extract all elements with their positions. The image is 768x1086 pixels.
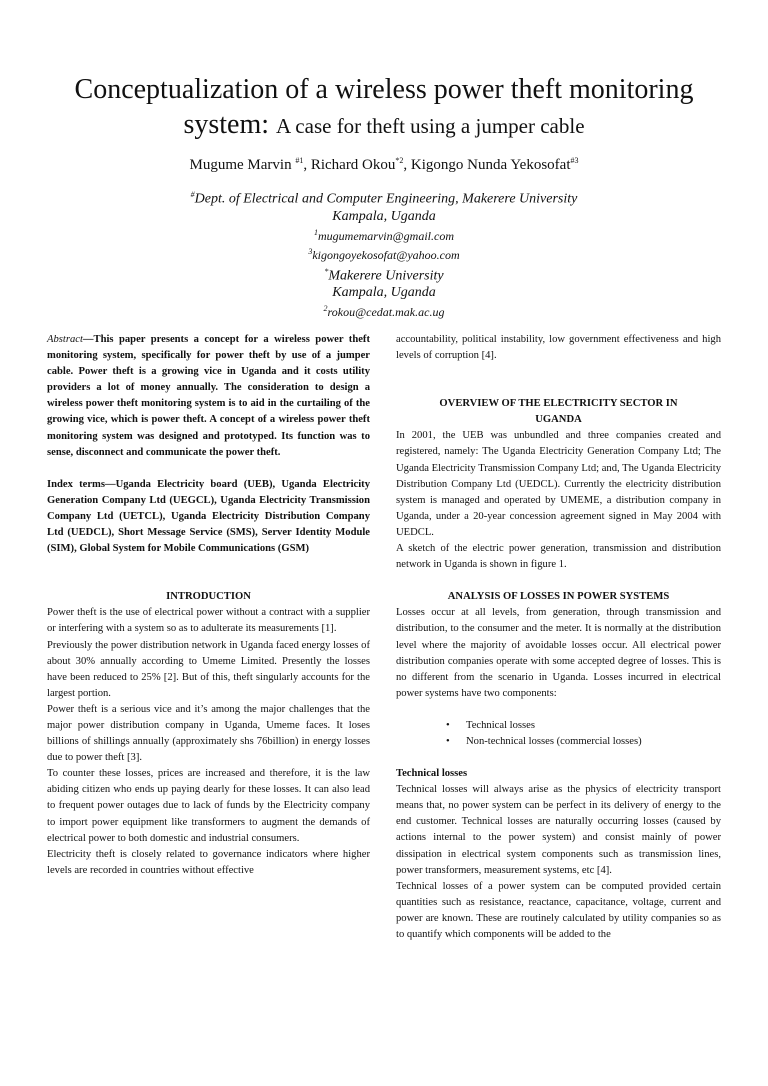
- paragraph: Losses occur at all levels, from generation, through transmission and distribution, to the consumer and the meter. It is normally at the distribution level where the majority of avoidable losses occur. All electrical power distribution companies operate with some accepted degree of losses. This is no different from the scenario in Uganda. Losses incurred in electrical power systems have two components:: [396, 607, 721, 699]
- email-line: $^3$kigongoyekosofat@yahoo.com: [308, 246, 460, 262]
- right-column: [396, 332, 721, 943]
- abstract: Abstract—This paper presents a concept for a wireless power theft monitoring system, specifically for power theft by use of a jumper cable. Power theft is a growing vice in Uganda and it costs utility providers a lot of money annually. The consideration to design a wireless power theft monitoring system is to aid in the curtailing of the growing vice, which is power theft. A concept of a wireless power theft monitoring system was designed and prototyped. Its function was to sense, disconnect and communicate the power theft.: [47, 334, 370, 458]
- paragraph: Technical losses will always arise as the physics of electricity transport means that, no power system can be perfect in its delivery of energy to the end customer. Technical losses are naturally occurring losses (caused by actions internal to the power system) and consist mainly of power dissipation in electrical system components such as transmission lines, power transformers, measurement systems, etc [4].: [396, 784, 721, 876]
- paragraph: A sketch of the electric power generation, transmission and distribution network in Uganda is shown in figure 1.: [396, 543, 721, 571]
- author-mark: #1: [295, 156, 304, 165]
- left-column: [47, 332, 370, 879]
- paragraph: Previously the power distribution network in Uganda faced energy losses of about 30% annually according to Umeme Limited. Presently the losses have been reduced to 25% [2]. But of this, theft singularly accounts for the largest portion.: [47, 639, 370, 699]
- list-item: • Non-technical losses (commercial losses): [396, 734, 721, 750]
- loss-types-list: [396, 718, 721, 750]
- subsection-heading-technical-losses: Technical losses: [396, 768, 468, 780]
- author-name: Mugume Marvin: [189, 157, 292, 173]
- paragraph: Power theft is the use of electrical power without a contract with a supplier or interfering with a system so as to adulterate its measurements [1].: [47, 607, 370, 635]
- title-subtitle: A case for theft using a jumper cable: [276, 114, 585, 138]
- abstract-label: Abstract: [47, 334, 83, 345]
- affiliation-city: Kampala, Uganda: [332, 208, 436, 224]
- paper-title: [40, 72, 728, 144]
- author-name: Richard Okou: [310, 157, 396, 173]
- paragraph: To counter these losses, prices are increased and therefore, it is the law abiding citizen who ends up paying dearly for these losses. It can also lead to frequent power outages due to lack of funds by the Electricity company to import power equipment like transformers to augment the demands of electrical power to both domestic and industrial consumers.: [47, 768, 370, 844]
- affiliation-city: Kampala, Uganda: [332, 285, 436, 301]
- email-line: $^2$rokou@cedat.mak.ac.ug: [323, 304, 445, 320]
- email-line: $^1$mugumemarvin@gmail.com: [313, 227, 455, 243]
- author-list: Mugume Marvin $^{\#1}$, Richard Okou$^{*2}$, Kigongo Nunda Yekosofat$^{\#3}$: [189, 156, 579, 173]
- section-heading-losses: ANALYSIS OF LOSSES IN POWER SYSTEMS: [447, 591, 670, 603]
- affiliations: [40, 186, 728, 320]
- paragraph: accountability, political instability, low government effectiveness and high levels of corruption [4].: [396, 334, 721, 362]
- affiliation-dept: #Dept. of Electrical and Computer Engineering, Makerere University: [190, 190, 578, 207]
- title-main: Conceptualization of a wireless power theft monitoring system:: [74, 74, 694, 140]
- affiliation-university: *Makerere University: [324, 266, 444, 284]
- section-heading-introduction: INTRODUCTION: [166, 591, 251, 603]
- author-mark: #3: [570, 156, 579, 165]
- section-heading-overview: OVERVIEW OF THE ELECTRICITY SECTOR IN UGANDA: [439, 398, 678, 426]
- abstract-text: This paper presents a concept for a wireless power theft monitoring system, specifically for power theft by use of a jumper cable. Power theft is a growing vice in Uganda and it costs utility providers a lot of money annually. The consideration to design a wireless power theft monitoring system is to aid in the curtailing of the growing vice, which is power theft. A concept of a wireless power theft monitoring system was designed and prototyped. Its function was to sense, disconnect and communicate the power theft.: [47, 334, 370, 458]
- paragraph: In 2001, the UEB was unbundled and three companies created and registered, namely: The Uganda Electricity Generation Company Ltd; The Uganda Electricity Transmission Company Ltd; and, The Uganda Electricity Distribution Company Ltd (UEDCL). Currently the electricity distribution system is managed and operated by UMEME, a distribution company in Uganda, under a 20-year concession agreement signed in May 2004 with UEDCL.: [396, 430, 721, 538]
- list-item: • Technical losses: [396, 718, 721, 734]
- paragraph: Power theft is a serious vice and it’s among the major challenges that the major power distribution company in Uganda, Umeme faces. It loses billions of shillings annually (approximately shs 76billion) in energy losses due to power theft [3].: [47, 703, 370, 764]
- index-terms: Index terms—Uganda Electricity board (UEB), Uganda Electricity Generation Company Ltd (UEGCL), Uganda Electricity Transmission Company Ltd (UETCL), Uganda Electricity Distribution Company Ltd (UEDCL), Short Message Service (SMS), Server Identity Module (SIM), Global System for Mobile Communications (GSM): [47, 478, 370, 555]
- paragraph: Electricity theft is closely related to governance indicators where higher levels are recorded in countries without effective: [47, 848, 370, 876]
- paragraph: Technical losses of a power system can be computed provided certain quantities such as resistance, reactance, capacitance, voltage, current and power are known. These are routinely calculated by utility companies so as to quantify which components will be added to the: [396, 880, 721, 940]
- author-name: Kigongo Nunda Yekosofat: [410, 157, 571, 173]
- author-mark: *2: [395, 156, 404, 165]
